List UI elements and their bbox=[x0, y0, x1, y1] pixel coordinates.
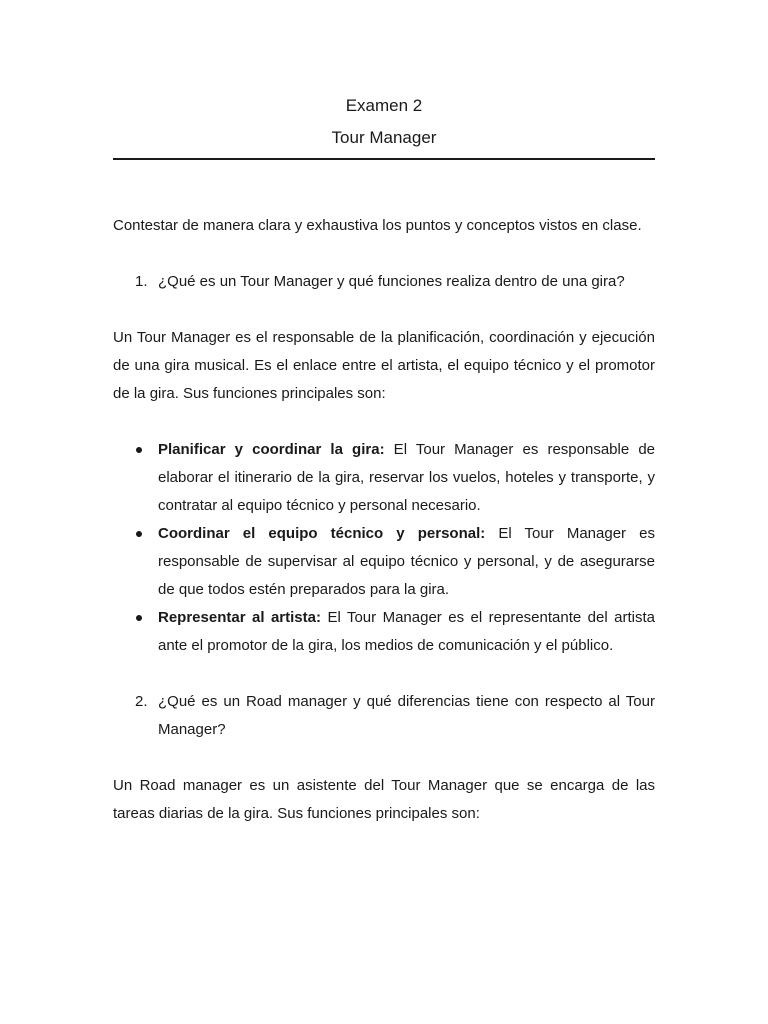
bullet-item bbox=[113, 604, 655, 660]
bullet-text: El Tour Manager es responsable de supervisar al equipo técnico y personal, y de asegurarse de que todos estén preparados para la gira. bbox=[158, 525, 655, 598]
title-block bbox=[113, 90, 655, 154]
bullet-item bbox=[113, 436, 655, 520]
bullet-term: Planificar y coordinar la gira: bbox=[158, 441, 385, 458]
bullet-icon bbox=[136, 447, 142, 453]
answer-2-paragraph: Un Road manager es un asistente del Tour Manager que se encarga de las tareas diarias de la gira. Sus funciones principales son: bbox=[113, 777, 655, 822]
bullet-text: El Tour Manager es el representante del artista ante el promotor de la gira, los medios de comunicación y el público. bbox=[158, 609, 656, 654]
question-1-text: ¿Qué es un Tour Manager y qué funciones realiza dentro de una gira? bbox=[158, 273, 625, 290]
question-2 bbox=[113, 688, 655, 744]
bullet-term: Coordinar el equipo técnico y personal: bbox=[158, 525, 486, 542]
intro-paragraph: Contestar de manera clara y exhaustiva los puntos y conceptos vistos en clase. bbox=[113, 217, 642, 234]
bullet-item bbox=[113, 520, 655, 604]
bullet-icon bbox=[136, 615, 142, 621]
bullet-term: Representar al artista: bbox=[158, 609, 321, 626]
bullet-icon bbox=[136, 531, 142, 537]
answer-1-bullet-list bbox=[113, 436, 655, 660]
question-1 bbox=[113, 268, 655, 296]
question-2-text: ¿Qué es un Road manager y qué diferencias tiene con respecto al Tour Manager? bbox=[158, 693, 655, 738]
question-1-number: 1. bbox=[135, 273, 148, 290]
bullet-text: El Tour Manager es responsable de elaborar el itinerario de la gira, reservar los vuelos, hoteles y transporte, y contratar al equipo técnico y personal necesario. bbox=[158, 441, 656, 514]
document-title: Examen 2 bbox=[345, 96, 423, 115]
document-body bbox=[113, 212, 655, 856]
question-2-number: 2. bbox=[135, 693, 148, 710]
document-subtitle: Tour Manager bbox=[331, 128, 437, 147]
title-divider bbox=[113, 158, 655, 160]
answer-1-paragraph: Un Tour Manager es el responsable de la planificación, coordinación y ejecución de una gira musical. Es el enlace entre el artista, el equipo técnico y el promotor de la gira. Sus funciones principales son: bbox=[113, 329, 655, 402]
